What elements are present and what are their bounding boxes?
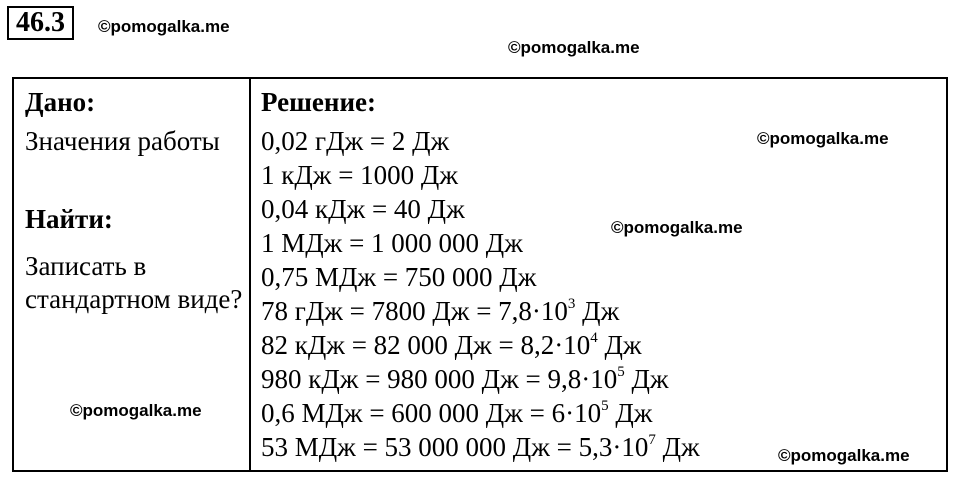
solution-line: 0,75 МДж = 750 000 Дж [261,262,537,292]
exponent: 5 [601,398,609,414]
exponent: 5 [617,364,625,380]
watermark: ©pomogalka.me [757,129,889,148]
given-text: Значения работы [25,126,220,156]
watermark: ©pomogalka.me [508,38,640,57]
watermark: ©pomogalka.me [778,446,910,465]
exponent: 7 [648,432,656,448]
solution-line: 0,04 кДж = 40 Дж [261,194,465,224]
given-title: Дано: [25,87,96,117]
solution-lines [261,124,700,464]
exponent: 3 [567,296,576,312]
problem-number: 46.3 [7,6,74,40]
solution-line: 78 гДж = 7800 Дж = $7,8\cdot 10^3$ Дж [261,296,620,326]
watermark: ©pomogalka.me [70,401,202,420]
solution-line: 82 кДж = 82 000 Дж = $8,2\cdot 10^4$ Дж [261,330,642,360]
solution-line: 0,6 МДж = 600 000 Дж = $6\cdot 10^5$ Дж [261,398,653,428]
solution-line: 0,02 гДж = 2 Дж [261,126,450,156]
exponent: 4 [590,330,598,346]
solution-line: 1 МДж = 1 000 000 Дж [261,228,523,258]
find-title: Найти: [25,204,113,234]
find-text: Записать в стандартном виде? [25,251,243,314]
watermark: ©pomogalka.me [98,17,230,36]
solution-line: 1 кДж = 1000 Дж [261,160,458,190]
watermark: ©pomogalka.me [611,218,743,237]
solution-line: 980 кДж = 980 000 Дж = $9,8\cdot 10^5$ Дж [261,364,669,394]
solution-line: 53 МДж = 53 000 000 Дж = $5,3\cdot 10^7$ Дж [261,432,700,462]
solution-title: Решение: [261,87,376,117]
